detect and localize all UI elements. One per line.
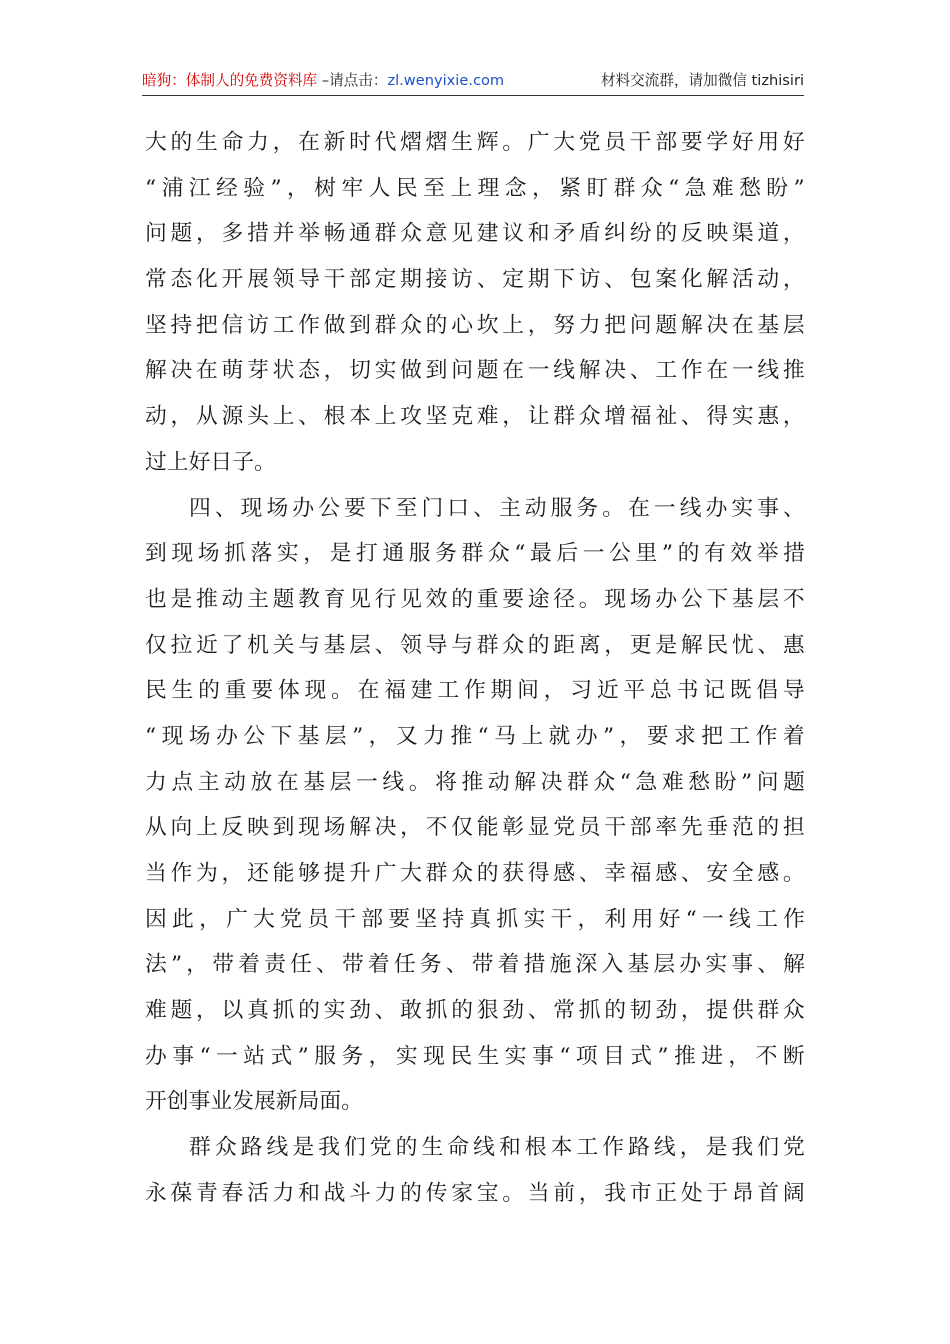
page-header bbox=[142, 70, 804, 94]
text-line: 当 作 为 ， 还 能 够 提 升 广 大 群 众 的 获 得 感 、 幸 福 感 、 安 全 感 。 bbox=[145, 861, 805, 886]
text-line: 也 是 推 动 主 题 教 育 见 行 见 效 的 重 要 途 径 。 现 场 办 公 下 基 层 不 bbox=[145, 586, 805, 612]
header-url-link[interactable]: zl.wenyixie.com bbox=[387, 72, 505, 89]
text-line: 大 的 生 命 力 ， 在 新 时 代 熠 熠 生 辉 。 广 大 党 员 干 部 要 学 好 用 好 bbox=[145, 130, 805, 155]
text-line: 仅 拉 近 了 机 关 与 基 层 、 领 导 与 群 众 的 距 离 ， 更 是 解 民 忧 、 惠 bbox=[145, 632, 805, 658]
text-line: 法 ” ， 带 着 责 任 、 带 着 任 务 、 带 着 措 施 深 入 基 层 办 实 事 、 解 bbox=[145, 952, 805, 978]
text-line: 问 题 ， 多 措 并 举 畅 通 群 众 意 见 建 议 和 矛 盾 纠 纷 的 反 映 渠 道 ， bbox=[145, 221, 805, 247]
header-wechat-note: 材料交流群，请加微信 tizhisiri bbox=[600, 72, 804, 89]
text-line: 因 此 ， 广 大 党 员 干 部 要 坚 持 真 抓 实 干 ， 利 用 好 “ 一 线 工 作 bbox=[145, 906, 805, 932]
text-line: 群 众 路 线 是 我 们 党 的 生 命 线 和 根 本 工 作 路 线 ， 是 我 们 党 bbox=[189, 1135, 805, 1161]
text-line: 办 事 “ 一 站 式 ” 服 务 ， 实 现 民 生 实 事 “ 项 目 式 ” 推 进 ， 不 断 bbox=[145, 1043, 805, 1069]
text-line: 从 向 上 反 映 到 现 场 解 决 ， 不 仅 能 彰 显 党 员 干 部 率 先 垂 范 的 担 bbox=[145, 815, 805, 841]
text-line: “ 现 场 办 公 下 基 层 ” ， 又 力 推 “ 马 上 就 办 ” ， 要 求 把 工 作 着 bbox=[145, 723, 805, 749]
text-line: 永 葆 青 春 活 力 和 战 斗 力 的 传 家 宝 。 当 前 ， 我 市 正 处 于 昂 首 阔 bbox=[145, 1180, 805, 1206]
text-line: 坚 持 把 信 访 工 作 做 到 群 众 的 心 坎 上 ， 努 力 把 问 题 解 决 在 基 层 bbox=[145, 312, 805, 338]
text-line: “ 浦 江 经 验 ” ， 树 牢 人 民 至 上 理 念 ， 紧 盯 群 众 “ 急 难 愁 盼 ” bbox=[145, 175, 805, 201]
text-line: 过上好日子。 bbox=[145, 449, 276, 475]
text-line: 力 点 主 动 放 在 基 层 一 线 。 将 推 动 解 决 群 众 “ 急 难 愁 盼 ” 问 题 bbox=[145, 769, 805, 795]
text-line: 四 、 现 场 办 公 要 下 至 门 口 、 主 动 服 务 。 在 一 线 办 实 事 、 bbox=[189, 495, 805, 521]
header-link-prefix: –请点击： bbox=[317, 72, 388, 89]
text-line: 解 决 在 萌 芽 状 态 ， 切 实 做 到 问 题 在 一 线 解 决 、 工 作 在 一 线 推 bbox=[145, 358, 805, 384]
text-line: 到 现 场 抓 落 实 ， 是 打 通 服 务 群 众 “ 最 后 一 公 里 ” 的 有 效 举 措 bbox=[145, 541, 805, 567]
text-line: 开创事业发展新局面。 bbox=[145, 1089, 363, 1115]
header-divider bbox=[142, 95, 804, 96]
text-line: 常 态 化 开 展 领 导 干 部 定 期 接 访 、 定 期 下 访 、 包 案 化 解 活 动 ， bbox=[145, 267, 805, 293]
document-body bbox=[145, 120, 805, 1217]
text-line: 动 ， 从 源 头 上 、 根 本 上 攻 坚 克 难 ， 让 群 众 增 福 祉 、 得 实 惠 ， bbox=[145, 404, 805, 430]
header-brand: 暗狗：体制人的免费资料库 bbox=[142, 72, 318, 89]
text-line: 难 题 ， 以 真 抓 的 实 劲 、 敢 抓 的 狠 劲 、 常 抓 的 韧 劲 ， 提 供 群 众 bbox=[145, 998, 805, 1024]
text-line: 民 生 的 重 要 体 现 。 在 福 建 工 作 期 间 ， 习 近 平 总 书 记 既 倡 导 bbox=[145, 678, 805, 704]
